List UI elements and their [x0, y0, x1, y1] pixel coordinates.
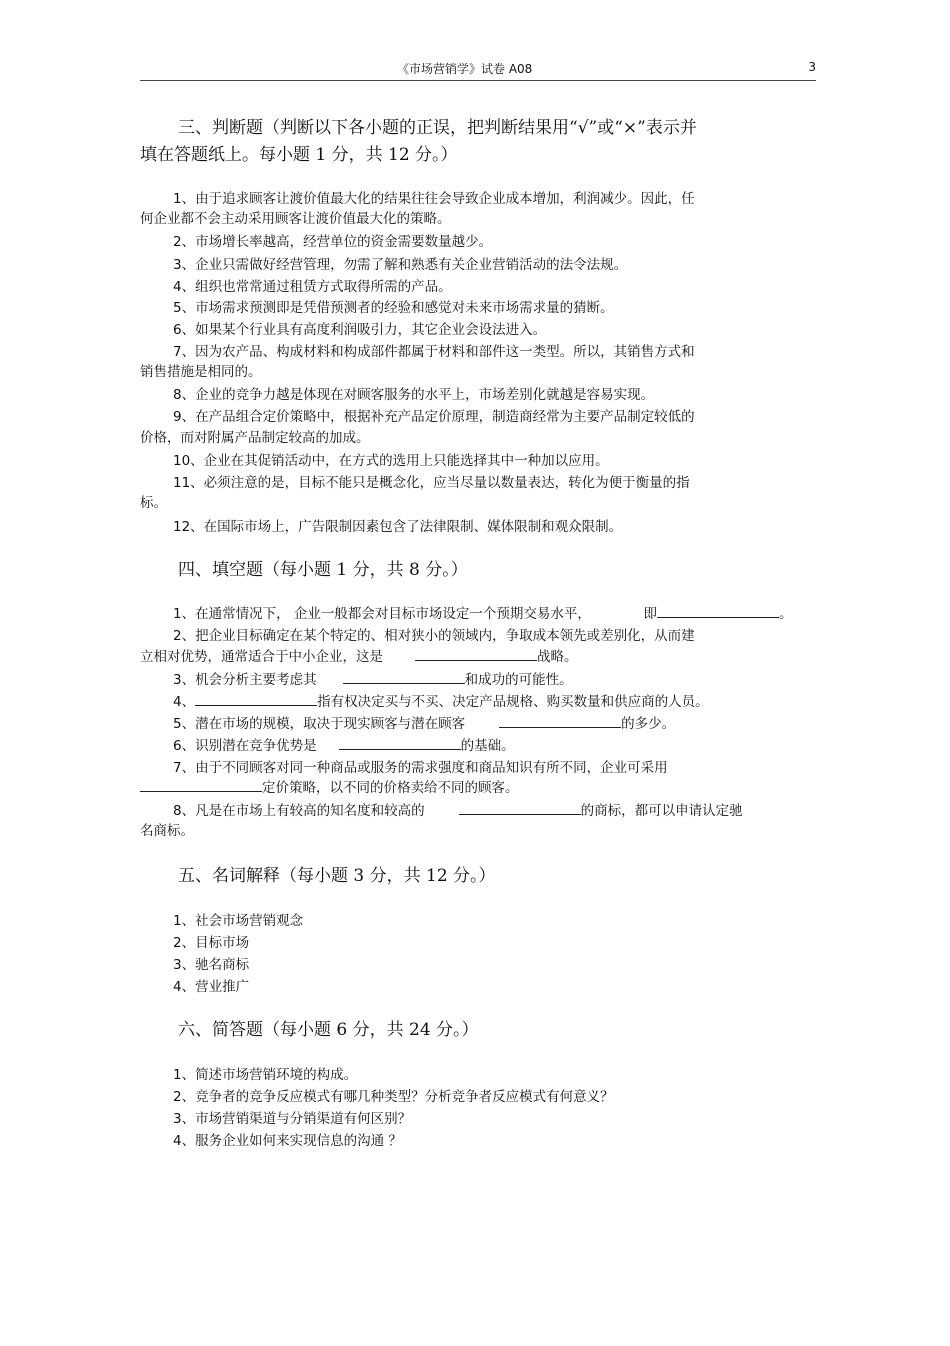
fill-item-text: 6、识别潜在竞争优势是 — [173, 738, 317, 754]
term-item: 4、营业推广 — [173, 979, 250, 995]
short-answer-item: 3、市场营销渠道与分销渠道有何区别？ — [173, 1111, 412, 1127]
answer-blank[interactable] — [499, 715, 621, 728]
exam-title: 《市场营销学》试卷 A08 — [397, 62, 533, 76]
page-number: 3 — [808, 60, 816, 74]
fill-item-text: 5、潜在市场的规模，取决于现实顾客与潜在顾客 — [173, 716, 466, 732]
judge-item: 价格，而对附属产品制定较高的加成。 — [140, 430, 370, 446]
fill-item: 名商标。 — [140, 823, 194, 839]
fill-item — [173, 715, 675, 733]
section-4-title: 四、填空题（每小题 1 分，共 8 分。） — [178, 560, 468, 580]
judge-item: 7、因为农产品、构成材料和构成部件都属于材料和部件这一类型。所以，其销售方式和 — [173, 344, 695, 360]
term-item: 1、社会市场营销观念 — [173, 913, 304, 929]
fill-item — [140, 779, 519, 797]
fill-item — [173, 693, 709, 711]
page-header — [140, 60, 816, 81]
judge-item: 何企业都不会主动采用顾客让渡价值最大化的策略。 — [140, 211, 451, 227]
fill-item-text: 8、凡是在市场上有较高的知名度和较高的 — [173, 803, 425, 819]
short-answer-item: 4、服务企业如何来实现信息的沟通 ？ — [173, 1133, 402, 1149]
judge-item: 2、市场增长率越高，经营单位的资金需要数量越少。 — [173, 234, 493, 250]
term-item: 2、目标市场 — [173, 935, 250, 951]
section-5-title: 五、名词解释（每小题 3 分，共 12 分。） — [178, 866, 496, 886]
judge-item: 3、企业只需做好经营管理，勿需了解和熟悉有关企业营销活动的法令法规。 — [173, 257, 628, 273]
short-answer-item: 2、竞争者的竞争反应模式有哪几种类型？分析竞争者反应模式有何意义？ — [173, 1089, 614, 1105]
fill-item-text: 的商标，都可以申请认定驰 — [580, 803, 743, 819]
fill-item — [173, 605, 792, 623]
section-6-title: 六、简答题（每小题 6 分，共 24 分。） — [178, 1020, 479, 1040]
answer-blank[interactable] — [343, 671, 465, 684]
judge-item: 8、企业的竞争力越是体现在对顾客服务的水平上，市场差别化就越是容易实现。 — [173, 387, 655, 403]
fill-item — [140, 648, 578, 666]
judge-item: 6、如果某个行业具有高度利润吸引力，其它企业会设法进入。 — [173, 322, 547, 338]
section-3-title-cont: 填在答题纸上。每小题 1 分，共 12 分。） — [140, 145, 458, 165]
fill-item-text: 指有权决定买与不买、决定产品规格、购买数量和供应商的人员。 — [317, 694, 709, 710]
fill-item-text: 立相对优势，通常适合于中小企业，这是 — [140, 649, 383, 665]
fill-item-text: 和成功的可能性。 — [464, 672, 573, 688]
answer-blank[interactable] — [459, 802, 581, 815]
section-3-title: 三、判断题（判断以下各小题的正误，把判断结果用“√”或“×”表示并 — [178, 118, 697, 138]
fill-item: 7、由于不同顾客对同一种商品或服务的需求强度和商品知识有所不同，企业可采用 — [173, 760, 668, 776]
judge-item: 标。 — [140, 495, 167, 511]
fill-item-text: 1、在通常情况下， 企业一般都会对目标市场设定一个预期交易水平， — [173, 606, 591, 622]
fill-item — [173, 671, 573, 689]
answer-blank[interactable] — [195, 693, 317, 706]
fill-item-text: 。 — [778, 606, 793, 622]
fill-item-text: 战略。 — [537, 649, 578, 665]
fill-item-text: 3、机会分析主要考虑其 — [173, 672, 317, 688]
judge-item: 销售措施是相同的。 — [140, 364, 262, 380]
answer-blank[interactable] — [339, 737, 461, 750]
judge-item: 5、市场需求预测即是凭借预测者的经验和感觉对未来市场需求量的猜断。 — [173, 300, 614, 316]
judge-item: 1、由于追求顾客让渡价值最大化的结果往往会导致企业成本增加，利润减少。因此，任 — [173, 191, 695, 207]
fill-item — [173, 737, 515, 755]
fill-item: 2、把企业目标确定在某个特定的、相对狭小的领域内，争取成本领先或差别化，从而建 — [173, 628, 695, 644]
judge-item: 11、必须注意的是，目标不能只是概念化，应当尽量以数量表达，转化为便于衡量的指 — [173, 475, 690, 491]
fill-item-text: 的基础。 — [460, 738, 515, 754]
answer-blank[interactable] — [140, 779, 262, 792]
fill-item-text: 的多少。 — [621, 716, 676, 732]
fill-item-text: 即 — [643, 606, 657, 622]
short-answer-item: 1、简述市场营销环境的构成。 — [173, 1067, 358, 1083]
answer-blank[interactable] — [415, 648, 537, 661]
fill-item-text: 定价策略，以不同的价格卖给不同的顾客。 — [262, 780, 519, 796]
term-item: 3、驰名商标 — [173, 957, 250, 973]
answer-blank[interactable] — [657, 605, 779, 618]
fill-item-text: 4、 — [173, 694, 196, 710]
judge-item: 10、企业在其促销活动中，在方式的选用上只能选择其中一种加以应用。 — [173, 453, 609, 469]
judge-item: 4、组织也常常通过租赁方式取得所需的产品。 — [173, 279, 452, 295]
judge-item: 12、在国际市场上，广告限制因素包含了法律限制、媒体限制和观众限制。 — [173, 519, 623, 535]
judge-item: 9、在产品组合定价策略中，根据补充产品定价原理，制造商经常为主要产品制定较低的 — [173, 409, 695, 425]
fill-item — [173, 802, 743, 820]
